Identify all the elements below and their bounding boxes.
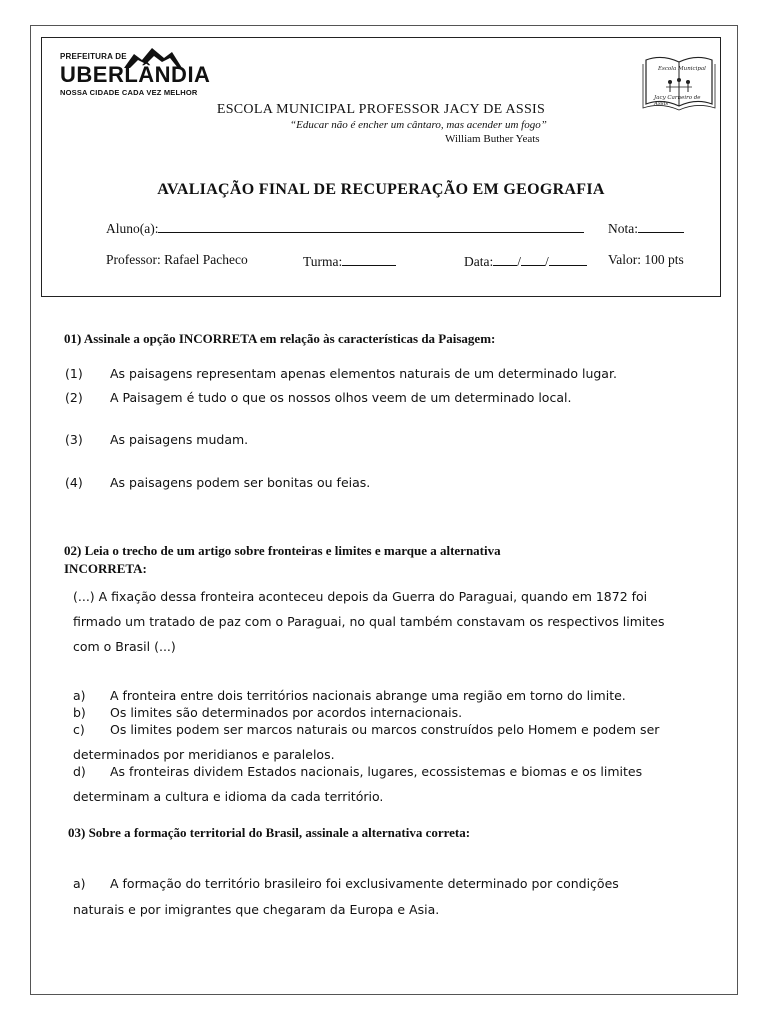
- q2-excerpt-line: com o Brasil (...): [73, 639, 176, 654]
- date-separator: /: [517, 254, 522, 269]
- student-label: Aluno(a):: [106, 221, 159, 236]
- class-field[interactable]: [342, 252, 396, 266]
- seal-line1: Escola Municipal: [658, 66, 706, 72]
- q2-option-letter: c): [73, 722, 85, 737]
- q1-option-text: As paisagens representam apenas elementos naturais de um determinado lugar.: [110, 366, 617, 381]
- date-year-field[interactable]: [549, 252, 587, 266]
- grade-field[interactable]: [638, 219, 684, 233]
- question-1-title: 01) Assinale a opção INCORRETA em relação às características da Paisagem:: [64, 331, 496, 346]
- q2-option-text-cont: determinados por meridianos e paralelos.: [73, 747, 335, 762]
- q2-excerpt-line: firmado um tratado de paz com o Paraguai, no qual também constavam os respectivos limites: [73, 614, 665, 629]
- q2-option-letter: d): [73, 764, 86, 779]
- q1-option-number: (2): [65, 390, 83, 405]
- logo-slogan: NOSSA CIDADE CADA VEZ MELHOR: [60, 88, 198, 97]
- grade-row: [608, 219, 684, 237]
- class-label: Turma:: [303, 254, 343, 269]
- date-month-field[interactable]: [521, 252, 545, 266]
- date-label: Data:: [464, 254, 494, 269]
- question-2-title-cont: INCORRETA:: [64, 561, 147, 576]
- grade-label: Nota:: [608, 221, 638, 236]
- q1-option-number: (3): [65, 432, 83, 447]
- exam-value: Valor: 100 pts: [608, 252, 684, 267]
- exam-sheet: [30, 25, 738, 995]
- q3-option-text-cont: naturais e por imigrantes que chegaram da Europa e Asia.: [73, 902, 440, 917]
- q2-excerpt-line: (...) A fixação dessa fronteira aconteceu depois da Guerra do Paraguai, quando em 1872 foi: [73, 589, 648, 604]
- q3-option-letter: a): [73, 876, 86, 891]
- quote: “Educar não é encher um cântaro, mas acender um fogo”: [290, 119, 547, 131]
- logo-prefix: PREFEITURA DE: [60, 52, 127, 61]
- q2-option-letter: a): [73, 688, 86, 703]
- exam-title: AVALIAÇÃO FINAL DE RECUPERAÇÃO EM GEOGRAFIA: [157, 181, 605, 198]
- class-row: [303, 252, 396, 270]
- q3-option-text: A formação do território brasileiro foi exclusivamente determinado por condições: [110, 876, 619, 891]
- date-day-field[interactable]: [493, 252, 517, 266]
- q2-option-text: Os limites podem ser marcos naturais ou marcos construídos pelo Homem e podem ser: [110, 722, 660, 737]
- student-name-field[interactable]: [158, 219, 584, 233]
- q1-option-text: As paisagens mudam.: [110, 432, 249, 447]
- q2-option-text: A fronteira entre dois territórios nacionais abrange uma região em torno do limite.: [110, 688, 626, 703]
- q1-option-text: As paisagens podem ser bonitas ou feias.: [110, 475, 371, 490]
- q2-option-letter: b): [73, 705, 86, 720]
- school-name: ESCOLA MUNICIPAL PROFESSOR JACY DE ASSIS: [216, 102, 546, 117]
- seal-line2: Jacy Carneiro de Assis: [654, 95, 701, 107]
- question-3-title: 03) Sobre a formação territorial do Brasil, assinale a alternativa correta:: [68, 825, 471, 840]
- question-2-title: 02) Leia o trecho de um artigo sobre fronteiras e limites e marque a alternativa: [64, 543, 501, 558]
- q1-option-number: (4): [65, 475, 83, 490]
- quote-author: William Buther Yeats: [445, 133, 540, 145]
- logo-city: UBERLÂNDIA: [60, 62, 211, 87]
- q1-option-number: (1): [65, 366, 83, 381]
- q1-option-text: A Paisagem é tudo o que os nossos olhos veem de um determinado local.: [110, 390, 572, 405]
- prefeitura-logo: [60, 46, 210, 102]
- date-separator: /: [545, 254, 549, 269]
- header-box: [41, 37, 721, 297]
- student-row: [106, 219, 584, 237]
- q2-option-text-cont: determinam a cultura e idioma da cada território.: [73, 789, 384, 804]
- q2-option-text: As fronteiras dividem Estados nacionais, lugares, ecossistemas e biomas e os limites: [110, 764, 643, 779]
- professor: Professor: Rafael Pacheco: [106, 252, 248, 267]
- q2-option-text: Os limites são determinados por acordos internacionais.: [110, 705, 463, 720]
- date-row: [464, 252, 587, 270]
